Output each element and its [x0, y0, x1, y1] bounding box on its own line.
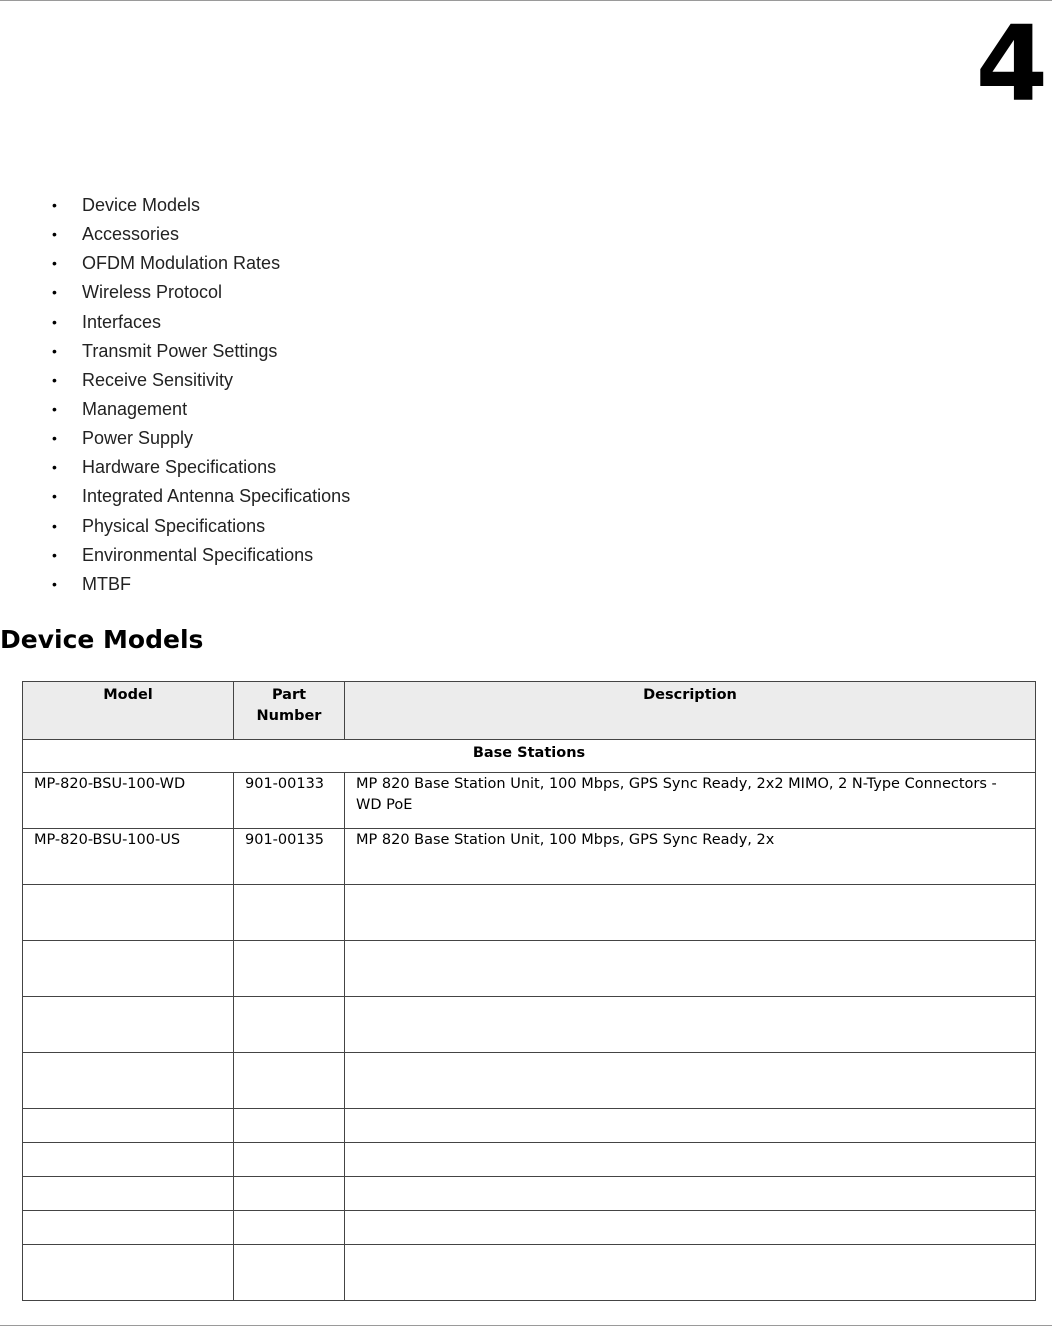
topic-item [52, 249, 350, 278]
bullet-icon: • [52, 226, 57, 243]
table-row [23, 773, 1036, 829]
topic-item [52, 541, 350, 570]
part-number-cell [234, 1109, 345, 1143]
bottom-rule [0, 1325, 1052, 1326]
table-row [23, 1053, 1036, 1109]
topic-item [52, 424, 350, 453]
top-rule [0, 0, 1052, 1]
topic-label: Device Models [82, 195, 201, 216]
part-number-cell [234, 997, 345, 1053]
topic-item [52, 308, 350, 337]
part-number-cell: 901-00135 [234, 829, 345, 885]
topic-item [52, 278, 350, 307]
description-cell [345, 1053, 1036, 1109]
bullet-icon: • [52, 546, 57, 563]
table-row [23, 1109, 1036, 1143]
topic-label: Management [82, 399, 188, 420]
part-number-cell [234, 941, 345, 997]
topic-item [52, 570, 350, 599]
model-cell: MP-820-BSU-100-US [23, 829, 234, 885]
group-row [23, 740, 1036, 773]
model-cell [23, 885, 234, 941]
bullet-icon: • [52, 517, 57, 534]
bullet-icon: • [52, 371, 57, 388]
topic-label: Integrated Antenna Specifications [82, 486, 351, 507]
part-number-cell [234, 1211, 345, 1245]
column-header-model: Model [23, 682, 234, 740]
topic-item [52, 482, 350, 511]
topic-label: Receive Sensitivity [82, 369, 234, 390]
topic-label: Physical Specifications [82, 515, 266, 536]
topic-item [52, 366, 350, 395]
model-cell [23, 941, 234, 997]
part-number-cell [234, 1053, 345, 1109]
topic-label: OFDM Modulation Rates [82, 253, 281, 274]
part-number-cell [234, 885, 345, 941]
model-cell [23, 1177, 234, 1211]
bullet-icon: • [52, 575, 57, 592]
column-header-description: Description [345, 682, 1036, 740]
topic-item [52, 191, 350, 220]
bullet-icon: • [52, 430, 57, 447]
topic-label: Transmit Power Settings [82, 340, 278, 361]
model-cell [23, 1211, 234, 1245]
topic-label: Accessories [82, 224, 180, 245]
table-row [23, 1245, 1036, 1301]
topic-item [52, 220, 350, 249]
table-row [23, 997, 1036, 1053]
model-cell [23, 997, 234, 1053]
bullet-icon: • [52, 488, 57, 505]
table-row [23, 1211, 1036, 1245]
topic-label: Power Supply [82, 428, 194, 449]
description-cell [345, 1109, 1036, 1143]
topic-label: Environmental Specifications [82, 544, 314, 565]
description-cell [345, 885, 1036, 941]
bullet-icon: • [52, 401, 57, 418]
table-row [23, 829, 1036, 885]
topic-item [52, 453, 350, 482]
bullet-icon: • [52, 342, 57, 359]
description-cell [345, 1177, 1036, 1211]
model-cell: MP-820-BSU-100-WD [23, 773, 234, 829]
description-cell: MP 820 Base Station Unit, 100 Mbps, GPS Sync Ready, 2x [345, 829, 1036, 885]
bullet-icon: • [52, 284, 57, 301]
topic-list [52, 191, 350, 599]
topic-item [52, 395, 350, 424]
column-header-part-number: Part Number [234, 682, 345, 740]
description-cell [345, 941, 1036, 997]
table-row [23, 941, 1036, 997]
model-cell [23, 1109, 234, 1143]
table-row [23, 1177, 1036, 1211]
topic-label: Interfaces [82, 311, 162, 332]
table-row [23, 885, 1036, 941]
table-header-row [23, 682, 1036, 740]
description-cell [345, 1211, 1036, 1245]
model-cell [23, 1245, 234, 1301]
description-cell [345, 997, 1036, 1053]
device-models-table [22, 681, 1036, 1301]
topic-item [52, 512, 350, 541]
description-cell [345, 1143, 1036, 1177]
bullet-icon: • [52, 255, 57, 272]
part-number-cell [234, 1177, 345, 1211]
model-cell [23, 1143, 234, 1177]
model-cell [23, 1053, 234, 1109]
topic-label: Hardware Specifications [82, 457, 277, 478]
part-number-cell [234, 1245, 345, 1301]
topic-label: Wireless Protocol [82, 282, 223, 303]
bullet-icon: • [52, 197, 57, 214]
chapter-number: 4 [975, 3, 1048, 125]
section-heading: Device Models [0, 625, 204, 654]
bullet-icon: • [52, 313, 57, 330]
group-label: Base Stations [23, 740, 1036, 773]
description-cell [345, 1245, 1036, 1301]
bullet-icon: • [52, 459, 57, 476]
topic-label: MTBF [82, 573, 131, 594]
table-row [23, 1143, 1036, 1177]
part-number-cell: 901-00133 [234, 773, 345, 829]
description-cell: MP 820 Base Station Unit, 100 Mbps, GPS Sync Ready, 2x2 MIMO, 2 N-Type Connectors - WD PoE [345, 773, 1036, 829]
part-number-cell [234, 1143, 345, 1177]
topic-item [52, 337, 350, 366]
